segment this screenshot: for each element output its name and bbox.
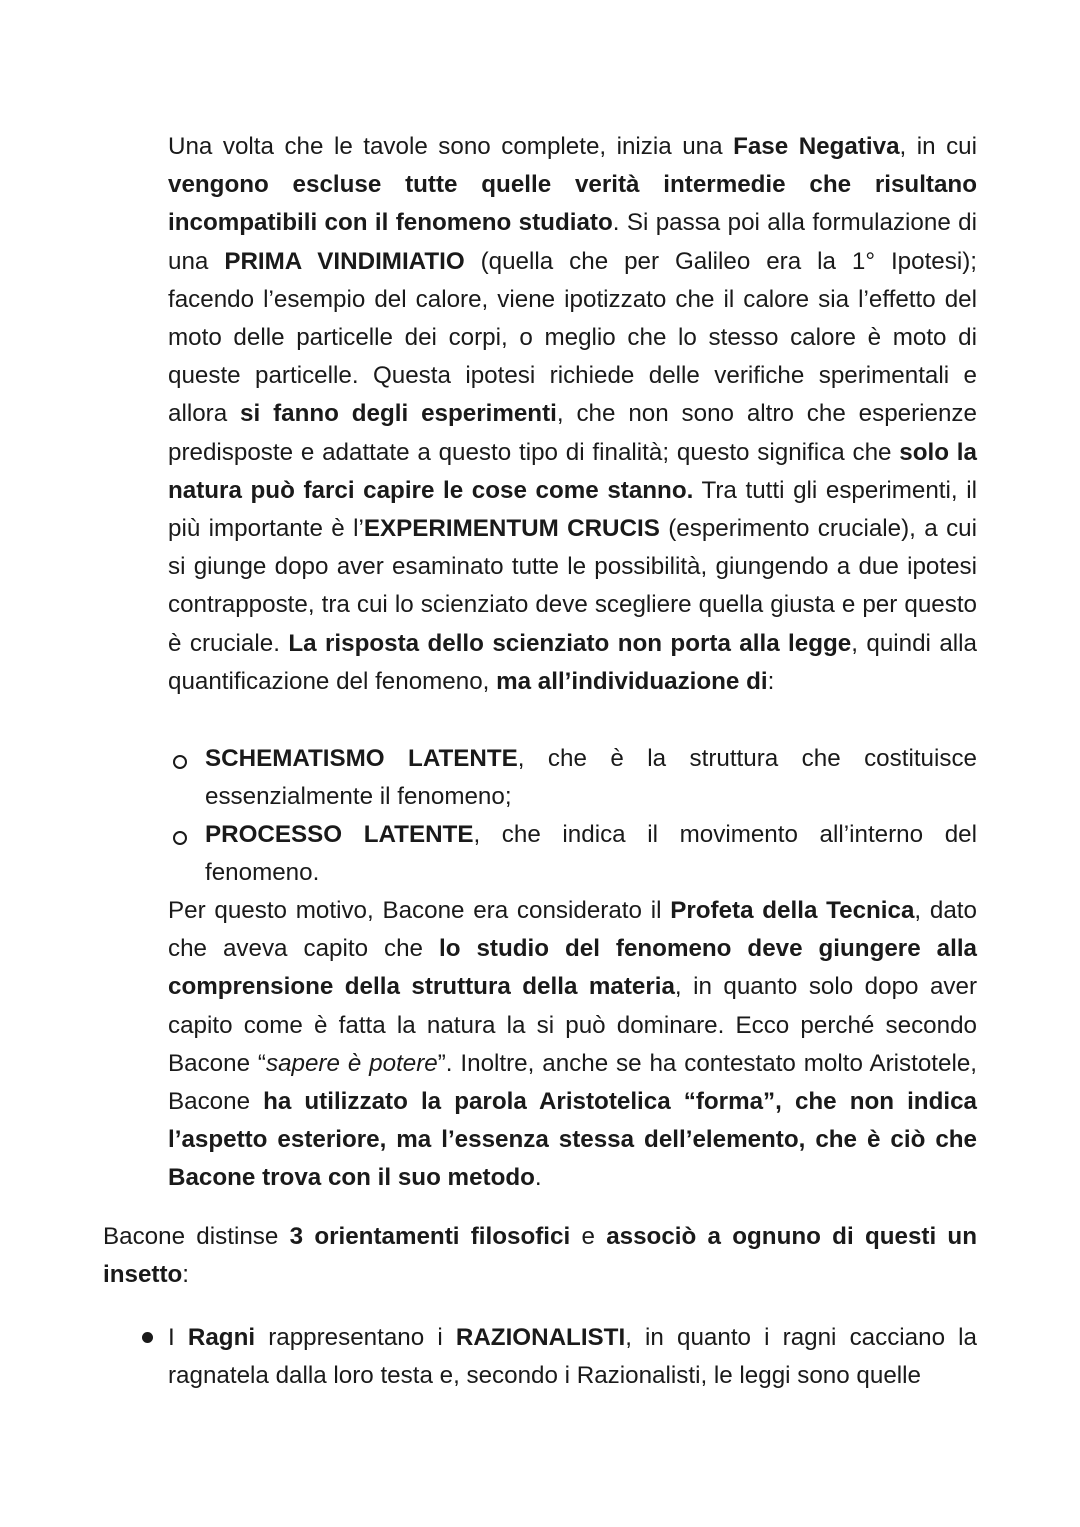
bullet-dot-icon xyxy=(142,1332,153,1343)
paragraph-profeta-tecnica xyxy=(168,892,977,1198)
bold-text: La risposta dello scienziato non porta alla legge xyxy=(288,629,852,657)
bullet-ragni xyxy=(168,1319,977,1395)
bold-text: vengono escluse tutte quelle verità intermedie che risultano incompatibili con il fenomeno studiato xyxy=(168,171,977,237)
circle-bullet-icon xyxy=(173,755,187,769)
text: , che è la struttura che costituisce essenzialmente il fenomeno; xyxy=(205,745,978,811)
bold-text: RAZIONALISTI xyxy=(455,1324,626,1351)
bold-text: Ragni xyxy=(187,1324,256,1351)
circle-bullet-icon xyxy=(173,831,187,845)
text: Una volta che le tavole sono complete, inizia una xyxy=(168,133,734,160)
bold-text: Fase Negativa xyxy=(733,133,900,160)
bold-text: EXPERIMENTUM CRUCIS xyxy=(363,515,660,543)
bold-text: ma all’individuazione di xyxy=(496,667,768,695)
bold-term: PROCESSO LATENTE xyxy=(205,821,474,848)
text: I xyxy=(168,1324,188,1351)
bold-text: solo la natura può farci capire le cose come stanno. xyxy=(168,438,977,504)
paragraph-orientamenti xyxy=(103,1218,977,1294)
paragraph-experimentum-crucis xyxy=(168,128,977,701)
text: . xyxy=(534,1164,542,1192)
bold-text: Profeta della Tecnica xyxy=(670,897,915,924)
bold-text: associò a ognuno di questi un insetto xyxy=(103,1223,977,1289)
text: , in cui xyxy=(899,133,977,160)
text: e xyxy=(570,1223,607,1250)
text: Tra tutti gli esperimenti, il più importante è l’ xyxy=(168,476,977,543)
text: , quindi alla quantificazione del fenomeno, xyxy=(168,629,977,695)
text: ”. Inoltre, anche se ha contestato molto Aristotele, Bacone xyxy=(168,1049,977,1116)
text: Bacone distinse xyxy=(103,1223,290,1250)
italic-text: sapere è potere xyxy=(265,1049,438,1077)
bold-text: 3 orientamenti filosofici xyxy=(289,1223,571,1250)
text: Per questo motivo, Bacone era considerato il xyxy=(168,897,671,924)
sublist-item xyxy=(205,816,977,892)
text: . Si passa poi alla formulazione di una xyxy=(168,209,977,275)
text: , che indica il movimento all’interno del fenomeno. xyxy=(205,821,977,887)
text: , in quanto solo dopo aver capito come è fatta la natura la si può dominare. Ecco perché secondo Bacone “ xyxy=(168,973,978,1077)
text: : xyxy=(182,1261,190,1289)
text: (esperimento cruciale), a cui si giunge dopo aver esaminato tutte le possibilità, giungendo a due ipotesi contrapposte, tra cui lo scienziato deve scegliere quella giusta e per questo è cruciale. xyxy=(168,515,978,657)
sublist-item xyxy=(205,740,977,816)
bold-text: si fanno degli esperimenti xyxy=(240,400,557,428)
bold-term: SCHEMATISMO LATENTE xyxy=(205,745,518,772)
text: : xyxy=(767,667,775,695)
bold-text: ha utilizzato la parola Aristotelica “forma”, che non indica l’aspetto esteriore, ma l’essenza stessa dell’elemento, che è ciò che Bacone trova con il suo metodo xyxy=(168,1088,977,1192)
bold-text: PRIMA VINDIMIATIO xyxy=(224,247,465,275)
text: (quella che per Galileo era la 1° Ipotesi); facendo l’esempio del calore, viene ipotizzato che il calore sia l’effetto del moto delle particelle dei corpi, o meglio che lo stesso calore è moto di queste particelle. Questa ipotesi richiede delle verifiche sperimentali e allora xyxy=(168,247,977,428)
text: rappresentano i xyxy=(255,1324,456,1351)
text: , che non sono altro che esperienze predisposte e adattate a questo tipo di finalità; questo significa che xyxy=(168,400,977,466)
text: , in quanto i ragni cacciano la ragnatela dalla loro testa e, secondo i Razionalisti, le leggi sono quelle xyxy=(168,1324,978,1390)
text: , dato che aveva capito che xyxy=(168,897,977,963)
bold-text: lo studio del fenomeno deve giungere alla comprensione della struttura della materia xyxy=(168,935,977,1001)
